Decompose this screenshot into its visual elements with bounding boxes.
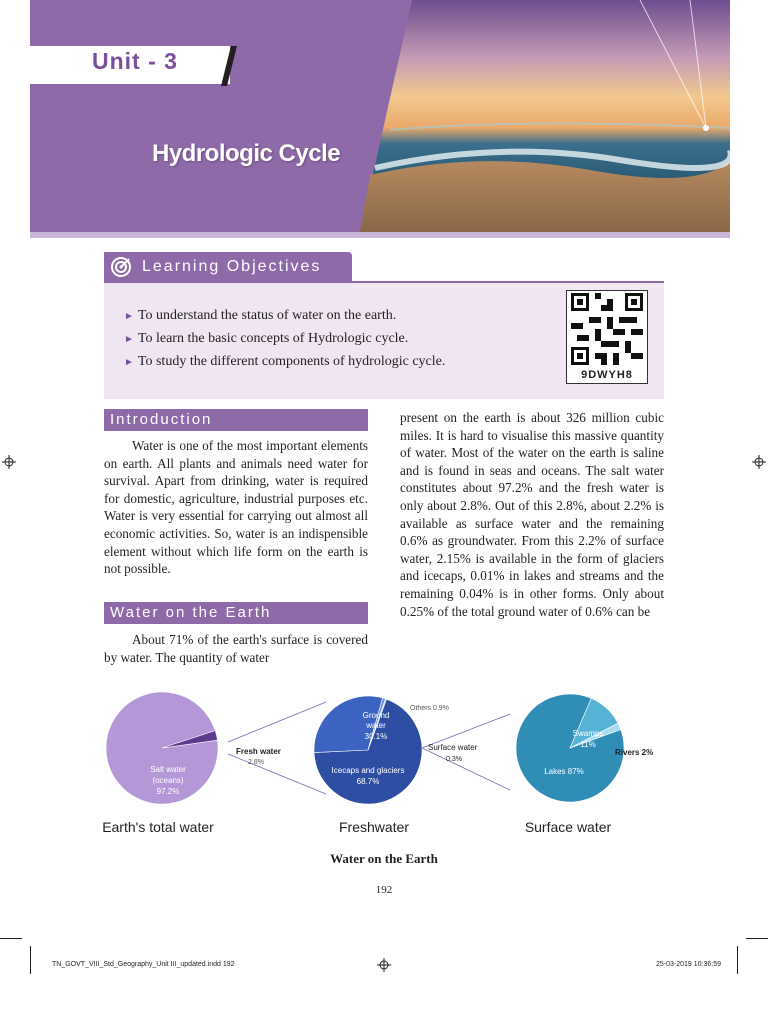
label-salt-1: Salt water [150, 765, 186, 774]
label-ice: Icecaps and glaciers [331, 766, 405, 775]
chart-title-earths-total-water: Earth's total water [102, 819, 214, 835]
label-ground-pct: 30.1% [364, 732, 388, 741]
connector-line [228, 702, 326, 742]
beach-photo [30, 0, 730, 232]
qr-code-icon [571, 293, 643, 365]
chart-title-freshwater: Freshwater [338, 819, 410, 835]
objective-item: ► To learn the basic concepts of Hydrologic cycle. [124, 331, 409, 346]
pie-chart-surface-water [516, 694, 624, 802]
label-fresh-pct: 2.8% [248, 759, 264, 766]
label-salt-2: (oceans) [152, 776, 184, 785]
water-on-earth-paragraph-right: present on the earth is about 326 million cubic miles. It is hard to visualise this massive quantity of water. Most of the water on the earth is saline and is found in seas and oceans. The salt water constitutes about 97.2% and the fresh water is only about 2.8%. Out of this 2.8%, about 2.2% is available as surface water and the remaining 0.6% as groundwater. From this 2.2% of surface water, 2.15% is available in the form of glaciers and icecaps, 0.01% in lakes and streams and the remaining 0.04% is in other forms. Only about 0.25% of the total ground water of 0.6% can be [400, 410, 664, 619]
triangle-bullet-icon: ► [124, 334, 134, 345]
objectives-list [124, 305, 445, 374]
triangle-bullet-icon: ► [124, 311, 134, 322]
objective-item: ► To understand the status of water on the earth. [124, 308, 397, 323]
label-salt-pct: 97.2% [156, 787, 180, 796]
footer-file-name: TN_GOVT_VIII_Std_Geography_Unit III_updated.indd 192 [52, 961, 235, 968]
banner-underline [30, 232, 730, 238]
water-on-earth-heading: Water on the Earth [104, 602, 368, 624]
label-rivers: Rivers 2% [615, 748, 654, 757]
label-surface-pct: 0.3% [446, 756, 462, 763]
target-icon [110, 256, 132, 278]
connector-line [228, 754, 326, 794]
introduction-heading: Introduction [104, 409, 368, 431]
crop-mark [30, 946, 31, 974]
triangle-bullet-icon: ► [124, 357, 134, 368]
connector-line [422, 748, 510, 790]
learning-objectives-heading: Learning Objectives [142, 258, 322, 275]
page-number: 192 [375, 884, 393, 896]
crop-mark [737, 946, 738, 974]
footer-timestamp: 25-03-2019 10:36:59 [656, 961, 721, 968]
qr-code-label: 9DWYH8 [581, 369, 633, 381]
label-ground-1: Ground [362, 711, 390, 720]
page-title: Hydrologic Cycle [152, 140, 341, 167]
header-banner [30, 0, 730, 232]
figure-caption: Water on the Earth [330, 851, 438, 866]
objective-item: ► To study the different components of hydrologic cycle. [124, 354, 446, 369]
chart-title-surface-water: Surface water [524, 819, 612, 835]
registration-mark-icon [2, 455, 16, 469]
label-swamps-pct: 11% [580, 740, 596, 749]
introduction-paragraph: Water is one of the most important elements on earth. All plants and animals need water for survival. Apart from drinking, water is required for domestic, agriculture, industrial purposes etc. Water is very essential for carrying out almost all economic activities. So, water is an indispensible element without which life form on the earth is not possible. [104, 438, 368, 577]
label-lakes: Lakes 87% [544, 767, 584, 776]
water-on-earth-paragraph-left: About 71% of the earth's surface is covered by water. The quantity of water [104, 632, 368, 665]
label-ground-2: water [366, 721, 386, 730]
unit-label: Unit - 3 [92, 48, 178, 74]
label-swamps: Swamps [572, 729, 604, 738]
qr-code[interactable] [566, 290, 648, 384]
label-others: Others 0.9% [410, 705, 449, 712]
water-on-earth-figure [100, 690, 680, 870]
crop-mark [0, 938, 22, 939]
registration-mark-icon [752, 455, 766, 469]
label-fresh-water: Fresh water [236, 747, 281, 756]
registration-mark-icon [377, 958, 391, 972]
label-surface: Surface water [428, 743, 478, 752]
crop-mark [746, 938, 768, 939]
label-ice-pct: 68.7% [356, 777, 380, 786]
